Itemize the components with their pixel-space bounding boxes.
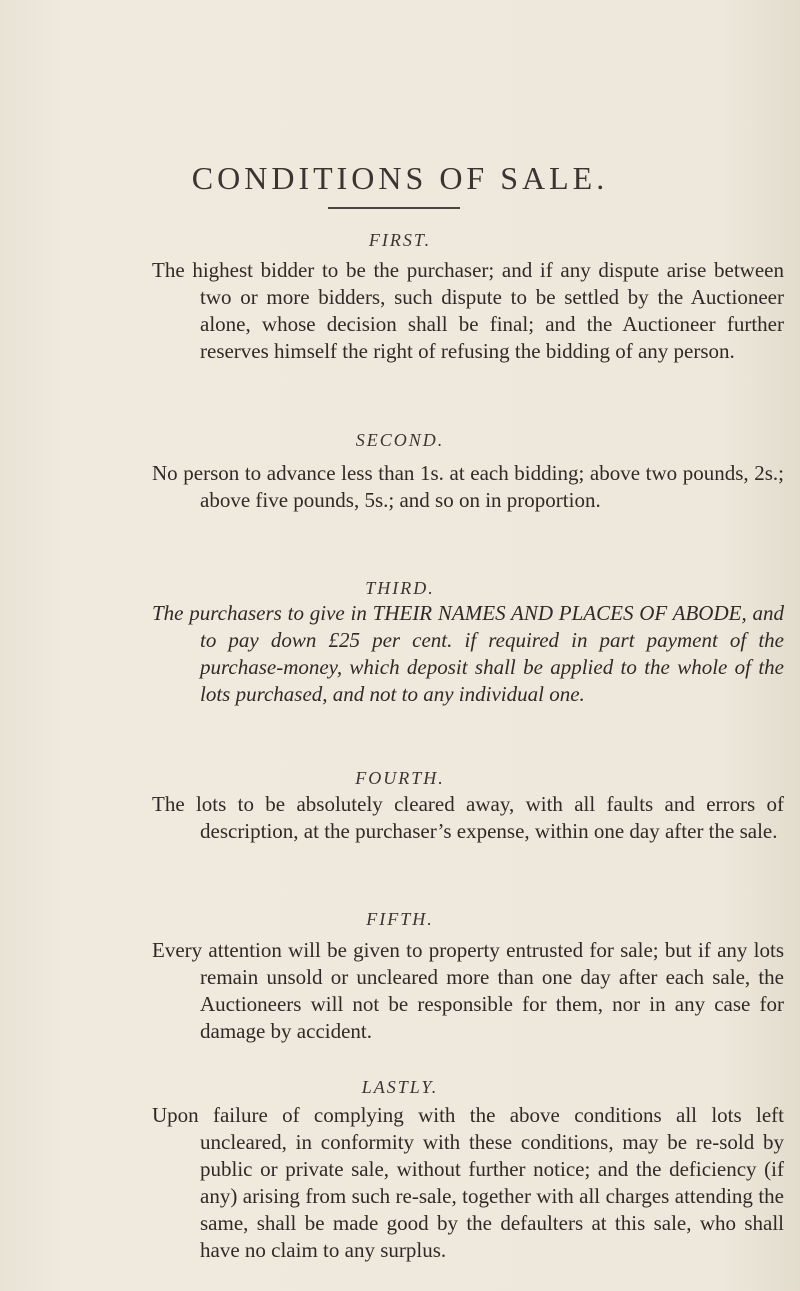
section-text-first: The highest bidder to be the purchaser; and if any dispute arise between two or more bidders, such dispute to be settled by the Auctioneer alone, whose decision shall be final; and the Auctioneer further reserves himself the right of refusing the bidding of any person. (152, 258, 784, 363)
section-text-second: No person to advance less than 1s. at each bidding; above two pounds, 2s.; above five pounds, 5s.; and so on in proportion. (152, 461, 784, 512)
section-heading-fourth: FOURTH. (355, 768, 445, 788)
section-heading-second: SECOND. (355, 430, 445, 450)
section-text-lastly: Upon failure of complying with the above conditions all lots left uncleared, in conformity with these conditions, may be re-sold by public or private sale, without further notice; and the deficiency (if any) arising from such re-sale, together with all charges attending the same, shall be made good by the defaulters at this sale, who shall have no claim to any surplus. (152, 1103, 784, 1262)
section-text-fifth: Every attention will be given to property entrusted for sale; but if any lots remain unsold or uncleared more than one day after each sale, the Auctioneers will not be responsible for them, nor in any case for damage by accident. (152, 938, 784, 1043)
section-heading-third: THIRD. (365, 578, 435, 598)
section-text-third: The purchasers to give in THEIR NAMES AND PLACES OF ABODE, and to pay down £25 per cent. if required in part payment of the purchase-money, which deposit shall be applied to the whole of the lots purchased, and not to any individual one. (152, 601, 784, 706)
title-underline (328, 207, 460, 209)
section-text-fourth: The lots to be absolutely cleared away, with all faults and errors of description, at the purchaser’s expense, within one day after the sale. (152, 792, 784, 843)
section-heading-first: FIRST. (368, 230, 432, 250)
page-title: CONDITIONS OF SALE. (191, 160, 609, 196)
section-heading-fifth: FIFTH. (366, 909, 434, 929)
section-heading-lastly: LASTLY. (361, 1077, 439, 1097)
